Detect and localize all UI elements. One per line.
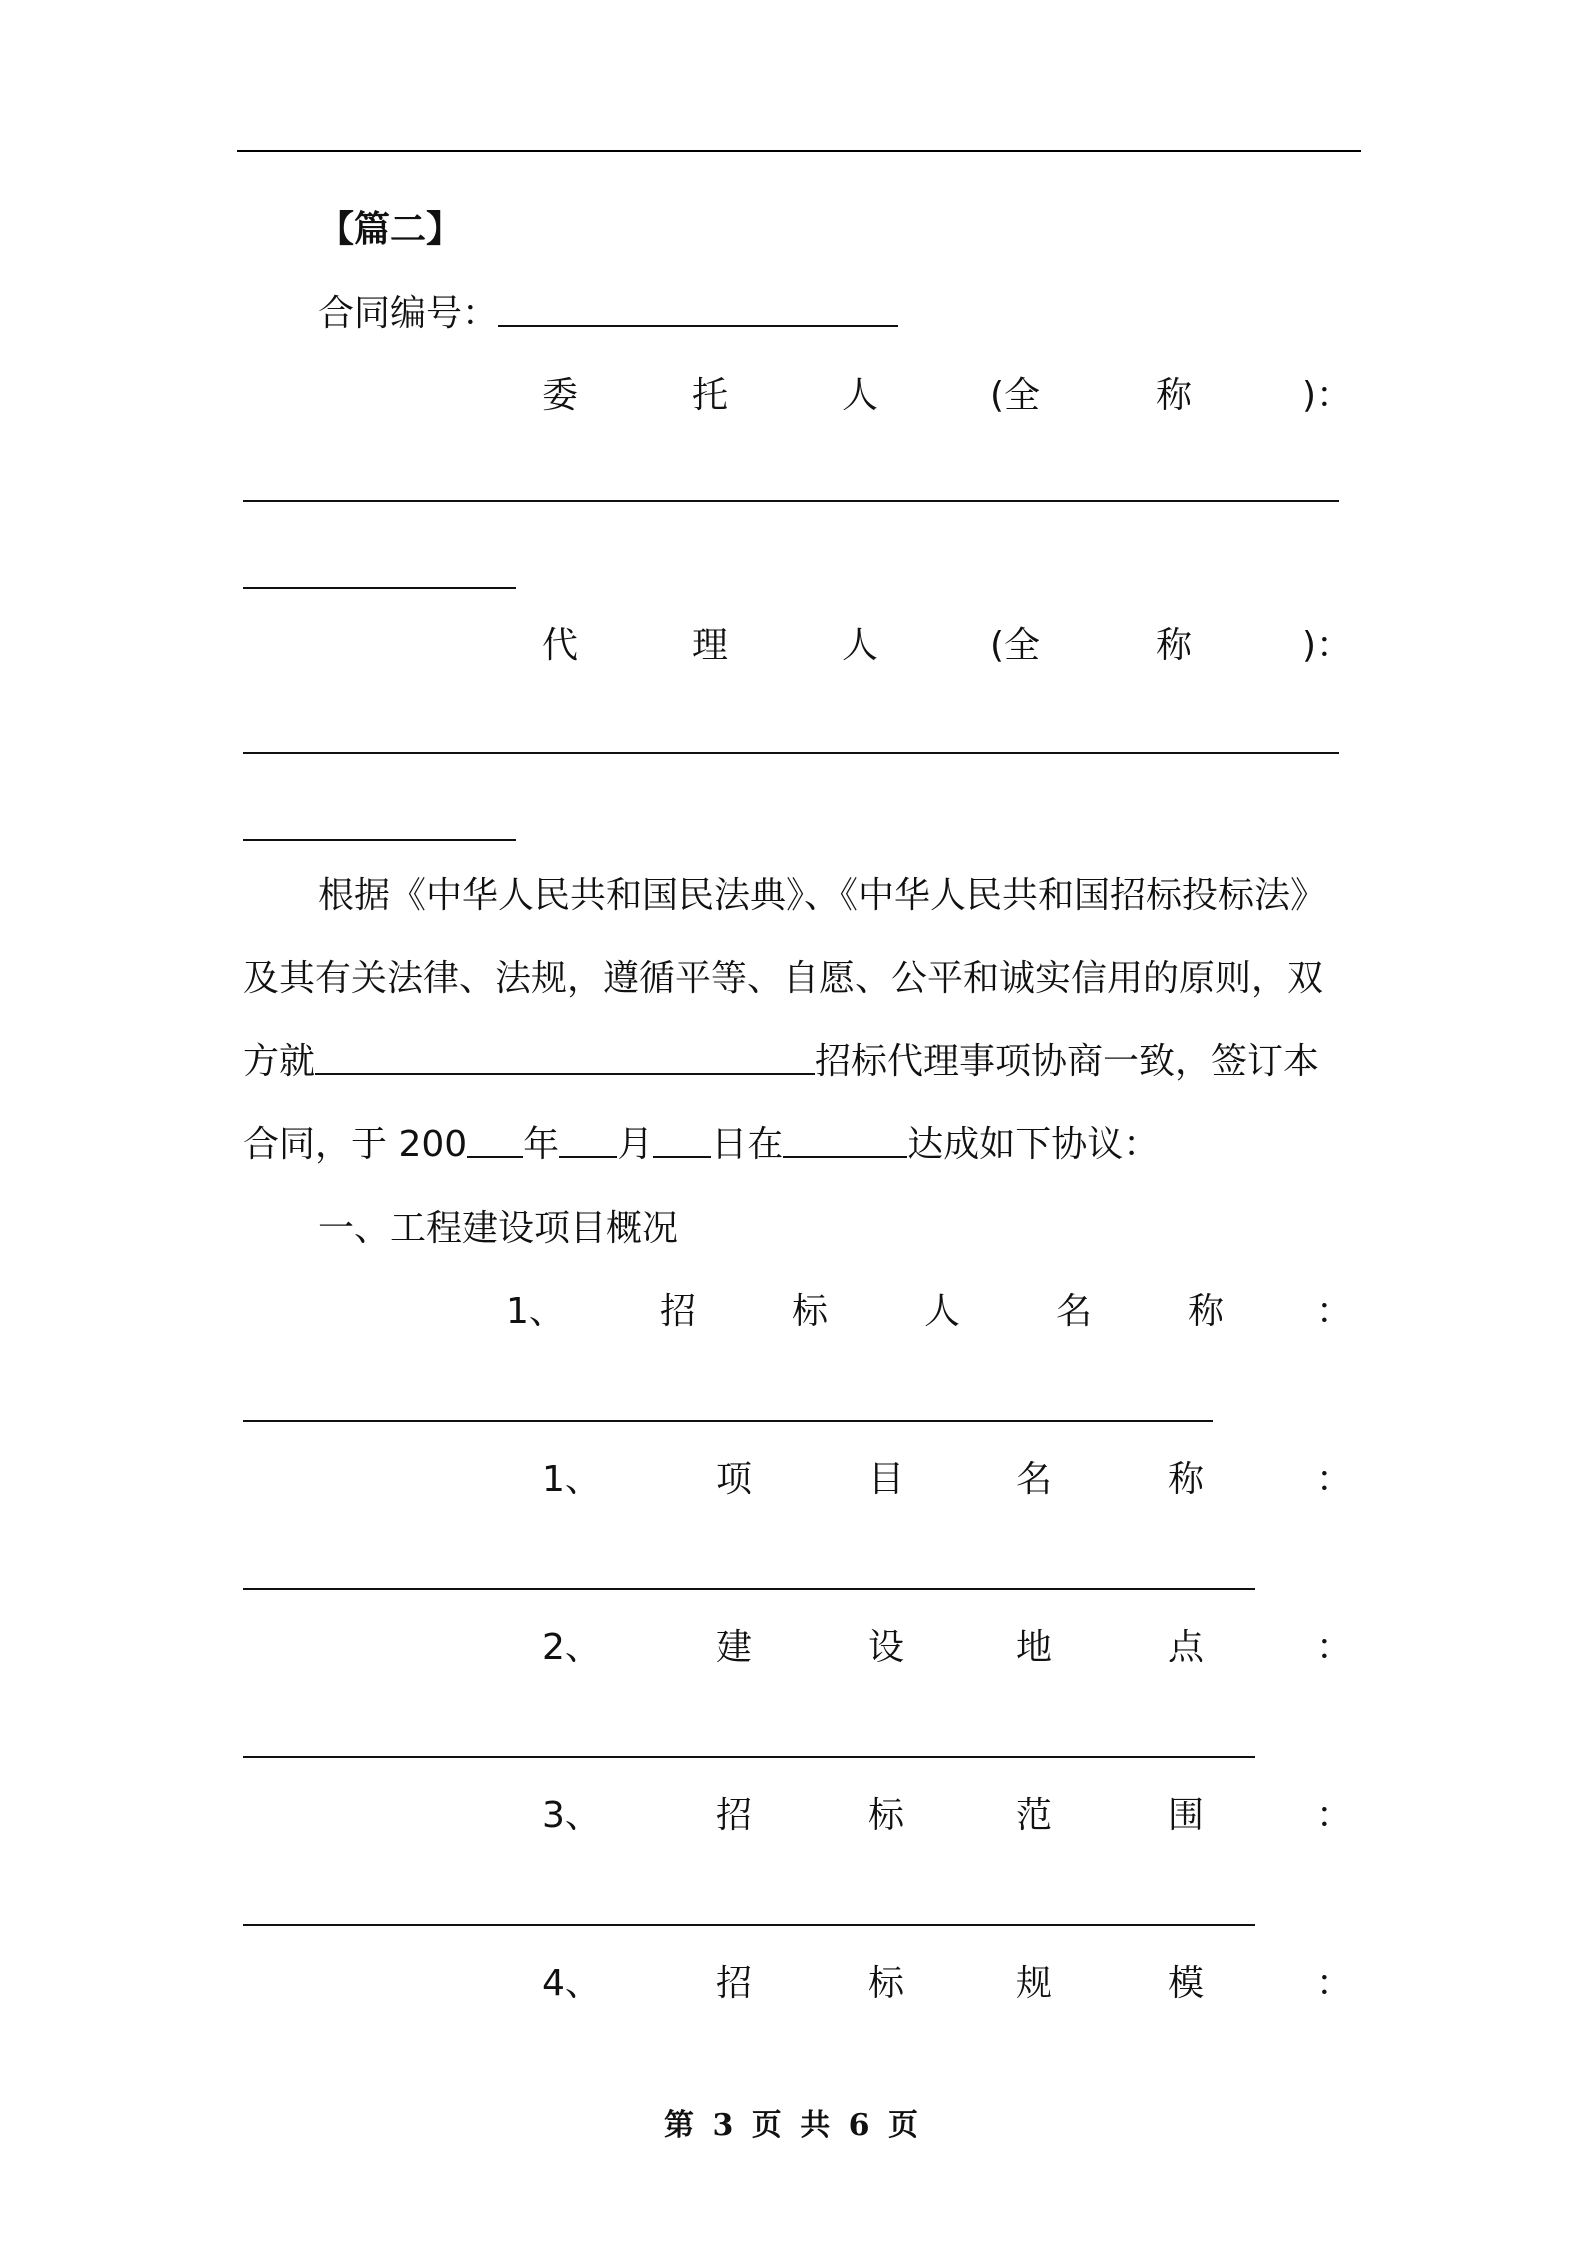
item-label-char: 称 — [1168, 1459, 1205, 1500]
intro-date-prefix: 合同，于 200 — [243, 1124, 468, 1165]
intro-line-3 — [243, 1038, 1319, 1086]
intro-line-1: 根据《中华人民共和国民法典》、《中华人民共和国招标投标法》 — [318, 875, 1327, 916]
intro-line-3-end: 招标代理事项协商一致，签订本 — [815, 1041, 1320, 1082]
tenderer-name-blank[interactable] — [243, 1420, 1213, 1422]
intro-line-4-end: 达成如下协议： — [907, 1124, 1160, 1165]
item-label-char: 目 — [868, 1459, 905, 1500]
footer-page-number: 3 — [712, 2108, 738, 2143]
project-subject-blank[interactable] — [315, 1043, 815, 1075]
day-blank[interactable] — [653, 1126, 711, 1158]
client-label-char: 托 — [692, 375, 729, 416]
footer-total-pages: 6 — [848, 2108, 874, 2143]
intro-line-2: 及其有关法律、法规，遵循平等、自愿、公平和诚实信用的原则，双 — [243, 958, 1324, 999]
item-tender-scope-label — [0, 1792, 1586, 1840]
item-project-name-label — [0, 1456, 1586, 1504]
agent-name-blank-line-1[interactable] — [243, 752, 1339, 754]
agent-name-blank-line-2[interactable] — [243, 839, 516, 841]
agent-label-row — [0, 622, 1586, 670]
agent-label-char: 理 — [692, 625, 729, 666]
item-label-char: 规 — [1016, 1963, 1053, 2004]
item-number: 3、 — [542, 1795, 601, 1836]
item-label-char: 标 — [868, 1795, 905, 1836]
item-number: 1、 — [506, 1291, 565, 1332]
footer-mid: 页 共 — [751, 2108, 835, 2143]
item-number: 2、 — [542, 1627, 601, 1668]
agent-label-char: 称 — [1156, 625, 1193, 666]
agent-label-char: (全 — [990, 625, 1041, 666]
item-label-char: 人 — [924, 1291, 961, 1332]
client-label-row — [0, 372, 1586, 420]
item-label-char: 招 — [716, 1963, 753, 2004]
client-label-char: (全 — [990, 375, 1041, 416]
item-number: 4、 — [542, 1963, 601, 2004]
item-label-char: 项 — [716, 1459, 753, 1500]
item-label-char: 建 — [716, 1627, 753, 1668]
client-label-char: 委 — [542, 375, 579, 416]
tender-scope-blank[interactable] — [243, 1924, 1255, 1926]
item-construction-site-label — [0, 1624, 1586, 1672]
item-label-char: 模 — [1168, 1963, 1205, 2004]
item-label-char: 标 — [792, 1291, 829, 1332]
item-number: 1、 — [542, 1459, 601, 1500]
item-colon: ： — [1316, 1627, 1353, 1668]
item-colon: ： — [1316, 1459, 1353, 1500]
page-footer — [0, 2100, 1586, 2144]
item-tender-scale-label — [0, 1960, 1586, 2008]
item-label-char: 招 — [660, 1291, 697, 1332]
footer-prefix: 第 — [663, 2108, 698, 2143]
item-label-char: 范 — [1016, 1795, 1053, 1836]
section-title: 【篇二】 — [318, 209, 463, 250]
contract-number-row — [318, 290, 898, 338]
month-label: 月 — [617, 1124, 654, 1165]
item-label-char: 名 — [1056, 1291, 1093, 1332]
month-blank[interactable] — [559, 1126, 617, 1158]
item-label-char: 围 — [1168, 1795, 1205, 1836]
day-label: 日在 — [711, 1124, 784, 1165]
agent-label-char: 代 — [542, 625, 579, 666]
item-tenderer-name-label — [0, 1288, 1586, 1336]
item-label-char: 标 — [868, 1963, 905, 2004]
item-colon: ： — [1316, 1963, 1353, 2004]
year-blank[interactable] — [467, 1126, 523, 1158]
year-label: 年 — [523, 1124, 560, 1165]
item-colon: ： — [1316, 1795, 1353, 1836]
item-label-char: 地 — [1016, 1627, 1053, 1668]
item-label-char: 设 — [868, 1627, 905, 1668]
agent-label-char: )： — [1302, 625, 1353, 666]
item-label-char: 点 — [1168, 1627, 1205, 1668]
section-1-title: 一、工程建设项目概况 — [318, 1208, 679, 1249]
item-label-char: 称 — [1188, 1291, 1225, 1332]
contract-number-label: 合同编号： — [318, 293, 499, 334]
intro-line-4 — [243, 1121, 1159, 1169]
client-name-blank-line-1[interactable] — [243, 500, 1339, 502]
contract-number-blank[interactable] — [498, 295, 898, 327]
client-label-char: 人 — [842, 375, 879, 416]
footer-suffix: 页 — [888, 2108, 922, 2143]
client-name-blank-line-2[interactable] — [243, 587, 516, 589]
place-blank[interactable] — [783, 1126, 907, 1158]
construction-site-blank[interactable] — [243, 1756, 1255, 1758]
project-name-blank[interactable] — [243, 1588, 1255, 1590]
agent-label-char: 人 — [842, 625, 879, 666]
client-label-char: 称 — [1156, 375, 1193, 416]
intro-line-3-start: 方就 — [243, 1041, 316, 1082]
item-colon: ： — [1316, 1291, 1353, 1332]
client-label-char: )： — [1302, 375, 1353, 416]
header-rule — [237, 150, 1361, 152]
item-label-char: 招 — [716, 1795, 753, 1836]
item-label-char: 名 — [1016, 1459, 1053, 1500]
